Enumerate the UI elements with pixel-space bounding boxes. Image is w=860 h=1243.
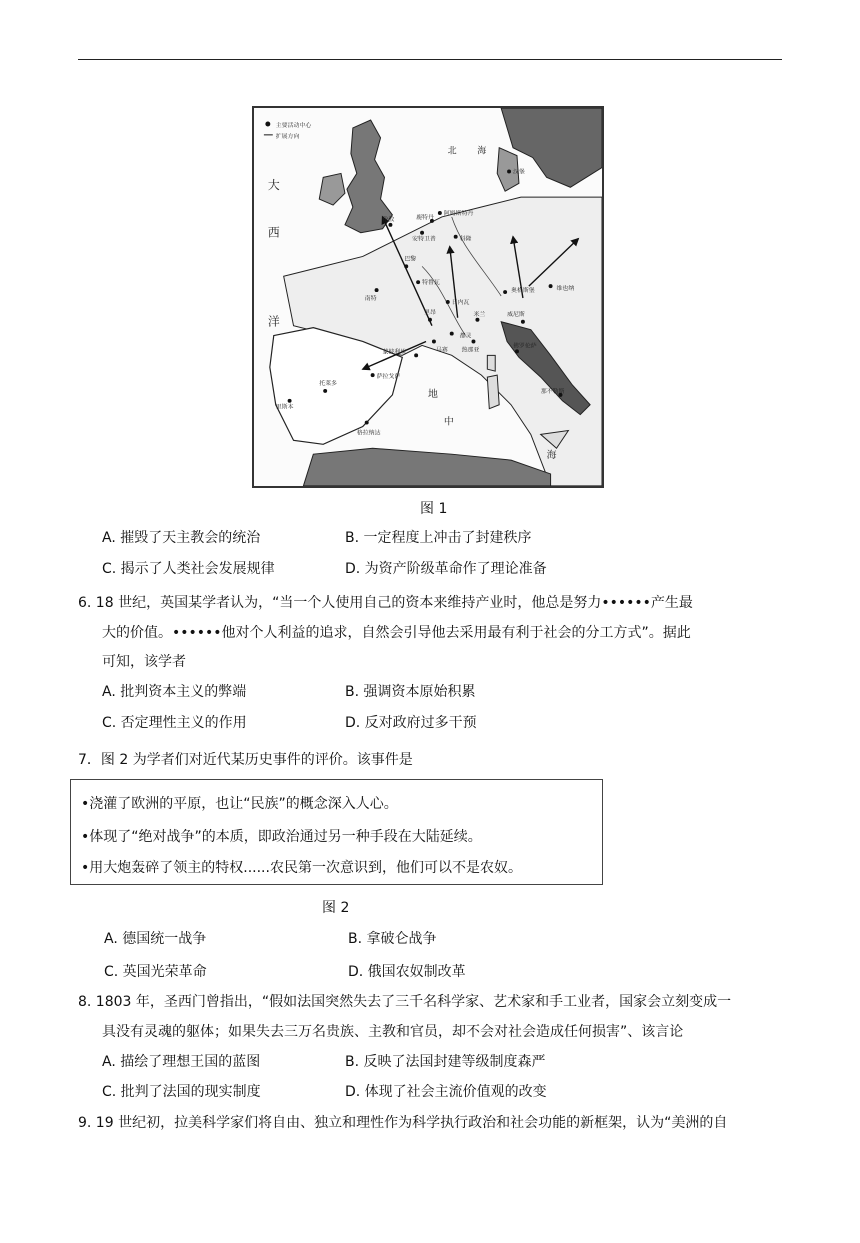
q7-option-c[interactable]: C. 英国光荣革命 bbox=[104, 964, 207, 980]
svg-text:汉堡: 汉堡 bbox=[513, 168, 525, 176]
quote-line-3: •用大炮轰碎了领主的特权......农民第一次意识到，他们可以不是农奴。 bbox=[81, 860, 522, 876]
header-rule bbox=[78, 59, 782, 60]
quote-line-1: •浇灌了欧洲的平原，也让“民族”的概念深入人心。 bbox=[81, 796, 398, 812]
figure-2-quote-box bbox=[70, 779, 603, 885]
q8-stem-line1: 8. 1803 年，圣西门曾指出，“假如法国突然失去了三千名科学家、艺术家和手工业者，国家会立刻变成一 bbox=[78, 994, 732, 1010]
q8-option-d[interactable]: D. 体现了社会主流价值观的改变 bbox=[345, 1084, 547, 1100]
svg-text:中: 中 bbox=[443, 416, 454, 428]
svg-text:地: 地 bbox=[428, 388, 438, 400]
svg-text:佛罗伦萨: 佛罗伦萨 bbox=[513, 342, 537, 350]
europe-trade-map bbox=[252, 106, 604, 488]
svg-text:特鲁瓦: 特鲁瓦 bbox=[422, 279, 440, 287]
svg-text:巴黎: 巴黎 bbox=[404, 255, 417, 263]
svg-text:鹿特丹: 鹿特丹 bbox=[416, 213, 434, 221]
svg-text:格拉纳达: 格拉纳达 bbox=[356, 429, 381, 437]
svg-text:蒙彼利埃: 蒙彼利埃 bbox=[382, 348, 407, 356]
q8-option-a[interactable]: A. 描绘了理想王国的蓝图 bbox=[102, 1054, 261, 1070]
svg-text:南特: 南特 bbox=[364, 294, 377, 302]
svg-text:北: 北 bbox=[447, 146, 457, 157]
svg-text:伦敦: 伦敦 bbox=[382, 215, 395, 223]
svg-text:萨拉戈萨: 萨拉戈萨 bbox=[376, 373, 401, 381]
q6-stem-line2: 大的价值。••••••他对个人利益的追求，自然会引导他去采用最有利于社会的分工方式”。据此 bbox=[102, 625, 691, 641]
svg-text:托莱多: 托莱多 bbox=[319, 379, 338, 387]
q6-option-b[interactable]: B. 强调资本原始积累 bbox=[345, 684, 476, 700]
q5-option-b[interactable]: B. 一定程度上冲击了封建秩序 bbox=[345, 530, 532, 546]
q8-stem-line2: 具没有灵魂的躯体；如果失去三万名贵族、主教和官员，却不会对社会造成任何损害”、该言论 bbox=[102, 1024, 684, 1040]
figure-2-caption: 图 2 bbox=[322, 900, 350, 916]
q6-option-c[interactable]: C. 否定理性主义的作用 bbox=[102, 715, 247, 731]
svg-text:阿姆斯特丹: 阿姆斯特丹 bbox=[443, 209, 474, 217]
svg-text:那不勒斯: 那不勒斯 bbox=[540, 387, 565, 395]
svg-text:里斯本: 里斯本 bbox=[275, 403, 294, 411]
q5-option-a[interactable]: A. 摧毁了天主教会的统治 bbox=[102, 530, 261, 546]
q6-stem-line1: 6. 18 世纪，英国某学者认为，“当一个人使用自己的资本来维持产业时，他总是努力••••••产生最 bbox=[78, 595, 693, 611]
svg-text:维也纳: 维也纳 bbox=[556, 285, 575, 293]
svg-text:米兰: 米兰 bbox=[473, 310, 486, 318]
svg-text:都灵: 都灵 bbox=[459, 332, 472, 340]
q6-option-d[interactable]: D. 反对政府过多干预 bbox=[345, 715, 477, 731]
svg-text:里昂: 里昂 bbox=[424, 308, 436, 316]
q8-option-b[interactable]: B. 反映了法国封建等级制度森严 bbox=[345, 1054, 546, 1070]
legend-direction: 扩展方向 bbox=[275, 132, 300, 140]
svg-text:日内瓦: 日内瓦 bbox=[451, 298, 470, 306]
q6-option-a[interactable]: A. 批判资本主义的弊端 bbox=[102, 684, 247, 700]
svg-text:大: 大 bbox=[267, 178, 280, 193]
q5-option-c[interactable]: C. 揭示了人类社会发展规律 bbox=[102, 561, 275, 577]
q7-option-a[interactable]: A. 德国统一战争 bbox=[104, 931, 207, 947]
q7-option-d[interactable]: D. 俄国农奴制改革 bbox=[348, 964, 466, 980]
q8-option-c[interactable]: C. 批判了法国的现实制度 bbox=[102, 1084, 261, 1100]
svg-text:威尼斯: 威尼斯 bbox=[507, 310, 525, 318]
svg-text:海: 海 bbox=[477, 146, 487, 157]
figure-1-caption: 图 1 bbox=[420, 501, 448, 517]
q9-stem-line1: 9. 19 世纪初，拉美科学家们将自由、独立和理性作为科学执行政治和社会功能的新框架，认为“美洲的自 bbox=[78, 1115, 728, 1131]
svg-text:洋: 洋 bbox=[267, 314, 280, 329]
svg-text:热那亚: 热那亚 bbox=[461, 346, 480, 354]
svg-text:西: 西 bbox=[267, 225, 280, 240]
q6-stem-line3: 可知，该学者 bbox=[102, 654, 186, 670]
svg-text:海: 海 bbox=[546, 450, 557, 462]
q5-option-d[interactable]: D. 为资产阶级革命作了理论准备 bbox=[345, 561, 547, 577]
svg-text:科隆: 科隆 bbox=[459, 235, 472, 243]
q7-stem: 7．图 2 为学者们对近代某历史事件的评价。该事件是 bbox=[78, 752, 413, 768]
svg-text:奥格斯堡: 奥格斯堡 bbox=[511, 287, 535, 295]
svg-text:马赛: 马赛 bbox=[435, 346, 448, 354]
quote-line-2: •体现了“绝对战争”的本质，即政治通过另一种手段在大陆延续。 bbox=[81, 829, 482, 845]
q7-option-b[interactable]: B. 拿破仑战争 bbox=[348, 931, 437, 947]
legend-center: 主要活动中心 bbox=[275, 121, 312, 129]
svg-text:安特卫普: 安特卫普 bbox=[412, 235, 436, 243]
